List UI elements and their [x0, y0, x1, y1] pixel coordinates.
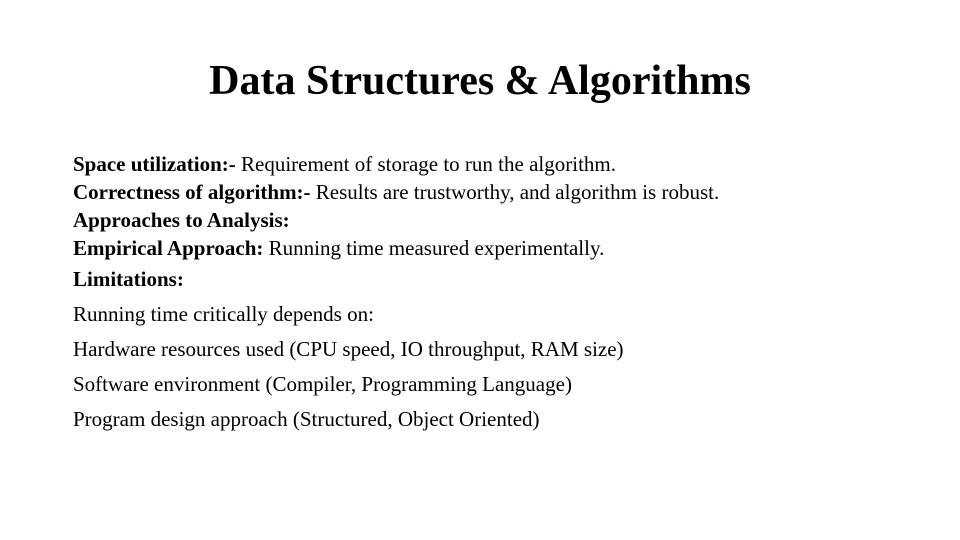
line-lead: Empirical Approach: — [73, 236, 264, 260]
body-line-running-time — [73, 297, 933, 332]
line-text: Requirement of storage to run the algorithm. — [235, 152, 616, 176]
body-line-software — [73, 367, 933, 402]
line-lead: Space utilization:- — [73, 152, 236, 176]
line-text: Software environment (Compiler, Programming Language) — [73, 372, 572, 396]
slide-body — [73, 150, 933, 437]
line-lead: Correctness of algorithm:- — [73, 180, 311, 204]
line-text: Running time critically depends on: — [73, 302, 374, 326]
line-lead: Approaches to Analysis: — [73, 208, 290, 232]
body-line-limitations — [73, 262, 933, 297]
body-line-approaches — [73, 206, 933, 234]
line-lead: Limitations: — [73, 267, 184, 291]
body-line-space-utilization — [73, 150, 933, 178]
body-line-program-design — [73, 402, 933, 437]
slide-title: Data Structures & Algorithms — [209, 58, 751, 104]
body-line-empirical — [73, 234, 933, 262]
body-line-correctness — [73, 178, 933, 206]
line-text: Running time measured experimentally. — [263, 236, 605, 260]
line-text: Hardware resources used (CPU speed, IO throughput, RAM size) — [73, 337, 624, 361]
line-text: Program design approach (Structured, Object Oriented) — [73, 407, 540, 431]
body-line-hardware — [73, 332, 933, 367]
line-text: Results are trustworthy, and algorithm is robust. — [310, 180, 720, 204]
